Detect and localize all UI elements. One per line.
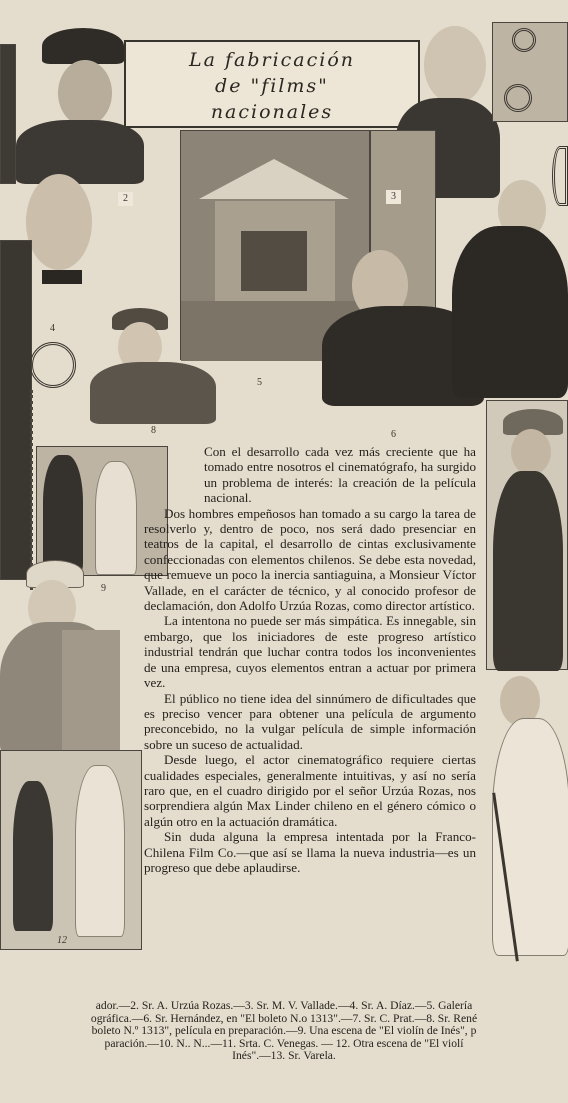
figure-number-10: 10 [501, 649, 511, 660]
caption-line-4: paración.—10. N.. N...—11. Srta. C. Venegas. — 12. Otra escena de "El violí [104, 1036, 464, 1050]
figure-number-6: 6 [391, 429, 396, 440]
film-reel-icon [504, 84, 532, 112]
article-paragraph: Dos hombres empeñosos han tomado a su cargo la tarea de resolverlo y, dentro de poco, nos será dado presenciar en teatros de la capital, el desarrollo de cintas exclusivamente confeccionadas con elementos chilenos. Se debe esta novedad, que remueve un poco la inercia santiaguina, a Monsieur Víctor Vallade, en el carácter de técnico, y al conocido profesor de declamación, don Adolfo Urzúa Rozas, como director artístico. [144, 505, 476, 614]
photo-another-scene [0, 750, 142, 950]
caption-line-5: Inés".—13. Sr. Varela. [232, 1049, 336, 1063]
photo-caption [0, 1000, 568, 1063]
caption-line-1: ador.—2. Sr. A. Urzúa Rozas.—3. Sr. M. V. Vallade.—4. Sr. A. Díaz.—5. Galería [95, 1000, 473, 1012]
article-paragraph: Desde luego, el actor cinematográfico requiere ciertas cualidades especiales, generalmente intuitivas, y así no sería raro que, en el cuadro dirigido por el señor Urzúa Rozas, nos sorprendiera algún Max Linder chileno en el género cómico o algún otro en la actuación dramática. [144, 752, 476, 829]
photo-standing-man-left [0, 240, 32, 580]
caption-line-3: boleto N.º 1313", película en preparación.—9. Una escena de "El violín de Inés", p [91, 1024, 477, 1038]
photo-woman-pensive [90, 306, 216, 424]
article-paragraph: Sin duda alguna la empresa intentada por la Franco-Chilena Film Co.—que así se llama la nueva industria—es un progreso que debe aplaudirse. [144, 829, 476, 875]
figure-number-9: 9 [101, 583, 106, 594]
photo-man-with-hat [14, 24, 144, 184]
figure-number-4: 4 [50, 323, 55, 334]
article-title [124, 40, 420, 128]
article-paragraph: La intentona no puede ser más simpática. Es innegable, sin embargo, que los iniciadores de este progreso artístico industrial tendrán que luchar contra todos los inconvenientes de una empresa, cuyos elementos entran a actuar por primera vez. [144, 613, 476, 691]
article-body [144, 444, 476, 875]
photo-left-edge [0, 44, 16, 184]
figure-number-5: 5 [257, 377, 262, 388]
title-line-2: de "films" [215, 75, 329, 97]
caption-line-2: ográfica.—6. Sr. Hernández, en "El boleto N.o 1313".—7. Sr. C. Prat.—8. Sr. René [90, 1011, 478, 1025]
figure-number-2: 2 [118, 192, 133, 206]
photo-man-with-broom [486, 672, 568, 962]
film-coil-icon [30, 342, 76, 388]
article-paragraph: El público no tiene idea del sinnúmero de dificultades que es preciso vencer para obtener una película de argumento preconcebido, no la vulgar película de simple información sobre un suceso de actualidad. [144, 690, 476, 752]
film-reel-icon-2 [512, 28, 536, 52]
article-paragraph: Con el desarrollo cada vez más creciente que ha tomado entre nosotros el cinematógrafo, ha surgido un problema de interés: la creación de la película nacional. [204, 444, 476, 506]
title-line-1: La fabricación [188, 49, 356, 71]
figure-number-3: 3 [386, 190, 401, 204]
figure-number-12: 12 [57, 935, 67, 946]
figure-number-8: 8 [151, 425, 156, 436]
photo-pattern-background [62, 630, 120, 750]
title-line-3: nacionales [210, 101, 334, 123]
photo-man-with-hat-right [486, 400, 568, 670]
photo-man-dark-suit [452, 176, 568, 398]
